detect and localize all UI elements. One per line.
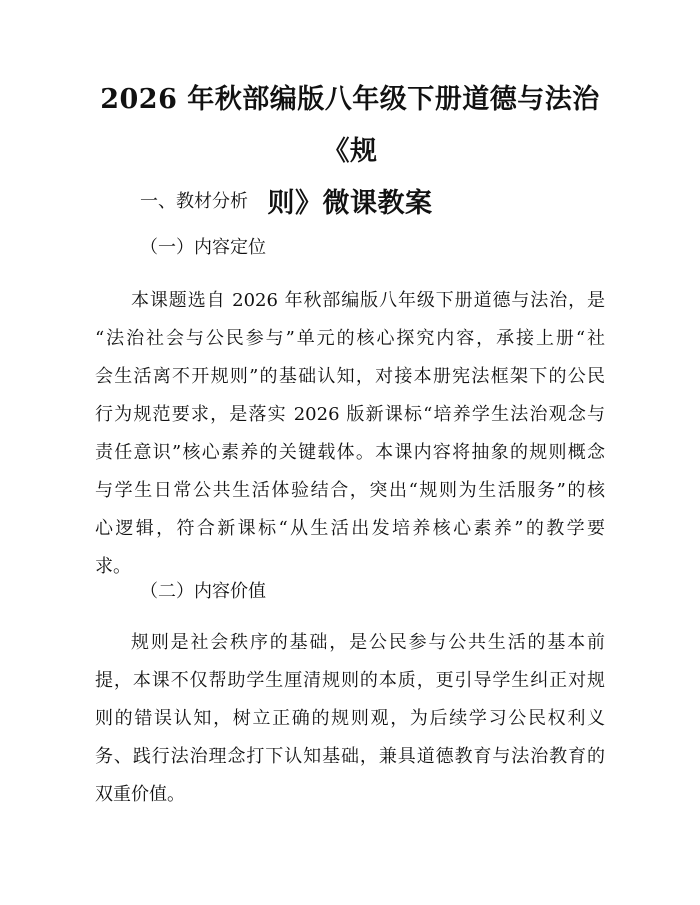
paragraph-line: 责任意识”核心素养的关键载体。本课内容将抽象的规则概念 [95, 442, 605, 463]
subsection-heading-content-positioning: （一）内容定位 [140, 237, 266, 258]
paragraph-line: 务、践行法治理念打下认知基础，兼具道德教育与法治教育的 [95, 746, 605, 767]
paragraph-line: 心逻辑，符合新课标“从生活出发培养核心素养”的教学要 [95, 518, 605, 539]
paragraph-content-positioning [95, 282, 605, 586]
paragraph-line: 行为规范要求，是落实 2026 版新课标“培养学生法治观念与 [95, 404, 605, 425]
paragraph-line: 与学生日常公共生活体验结合，突出“规则为生活服务”的核 [95, 480, 605, 501]
paragraph-line: 求。 [95, 556, 131, 577]
subsection-heading-content-value: （二）内容价值 [140, 581, 266, 602]
title-line: 2026 年秋部编版八年级下册道德与法治《规 [100, 84, 600, 167]
paragraph-line: 双重价值。 [95, 784, 185, 805]
paragraph-content-value [95, 624, 605, 814]
section-heading-textbook-analysis: 一、教材分析 [140, 191, 248, 212]
paragraph-line: 提，本课不仅帮助学生厘清规则的本质，更引导学生纠正对规 [95, 670, 605, 691]
paragraph-line: 则的错误认知，树立正确的规则观，为后续学习公民权利义 [95, 708, 605, 729]
title-line: 则》微课教案 [267, 188, 433, 219]
paragraph-line: 会生活离不开规则”的基础认知，对接本册宪法框架下的公民 [95, 366, 605, 387]
paragraph-line: “法治社会与公民参与”单元的核心探究内容，承接上册“社 [95, 328, 605, 349]
paragraph-line: 规则是社会秩序的基础，是公民参与公共生活的基本前 [131, 632, 605, 653]
paragraph-line: 本课题选自 2026 年秋部编版八年级下册道德与法治，是 [131, 290, 605, 311]
